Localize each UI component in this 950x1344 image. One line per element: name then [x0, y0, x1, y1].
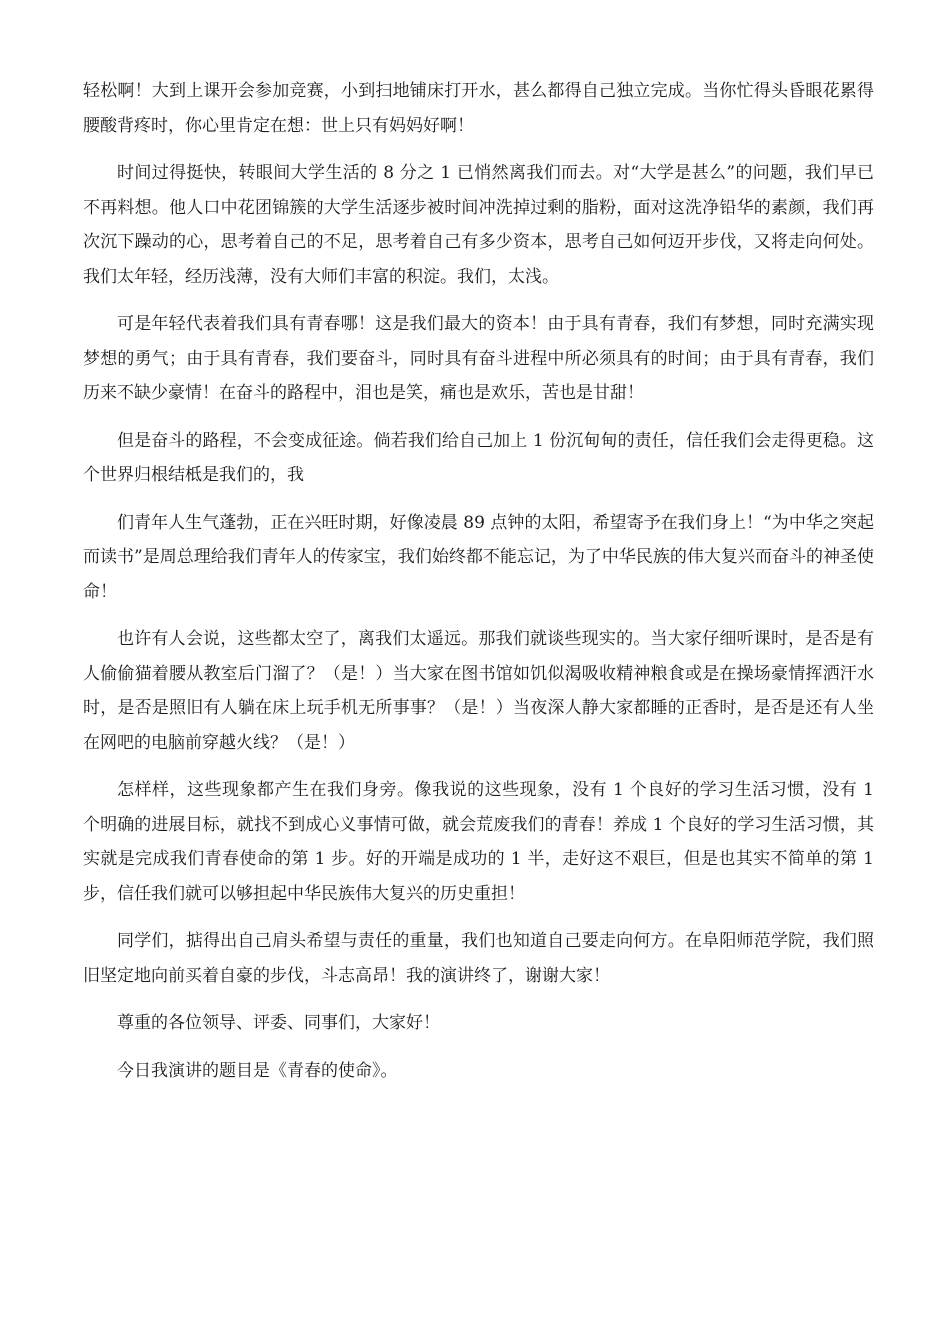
paragraph-3: 可是年轻代表着我们具有青春哪！这是我们最大的资本！由于具有青春，我们有梦想，同时充满实现梦想的勇气；由于具有青春，我们要奋斗，同时具有奋斗进程中所必须具有的时间；由于具有青春，我们历来不缺少豪情！在奋斗的路程中，泪也是笑，痛也是欢乐，苦也是甘甜！ [83, 314, 874, 403]
paragraph-10: 今日我演讲的题目是《青春的使命》。 [117, 1060, 398, 1081]
paragraph-5: 们青年人生气蓬勃，正在兴旺时期，好像凌晨 89 点钟的太阳，希望寄予在我们身上！“为中华之突起而读书”是周总理给我们青年人的传家宝，我们始终都不能忘记，为了中华民族的伟大复兴而奋斗的神圣使命！ [83, 512, 874, 602]
paragraph-1: 轻松啊！大到上课开会参加竞赛，小到扫地铺床打开水，甚么都得自己独立完成。当你忙得头昏眼花累得腰酸背疼时，你心里肯定在想：世上只有妈妈好啊！ [83, 81, 874, 136]
paragraph-9: 尊重的各位领导、评委、同事们，大家好！ [117, 1013, 440, 1033]
paragraph-7: 怎样样，这些现象都产生在我们身旁。像我说的这些现象，没有 1 个良好的学习生活习惯，没有 1 个明确的进展目标，就找不到成心义事情可做，就会荒废我们的青春！养成 1 个良好的学习生活习惯，其实就是完成我们青春使命的第 1 步。好的开端是成功的 1 半，走好这不艰巨，但是也其实不简单的第 1 步，信任我们就可以够担起中华民族伟大复兴的历史重担！ [83, 780, 874, 904]
paragraph-8: 同学们，掂得出自己肩头希望与责任的重量，我们也知道自己要走向何方。在阜阳师范学院，我们照旧坚定地向前买着自豪的步伐，斗志高昂！我的演讲终了，谢谢大家！ [83, 931, 874, 986]
paragraph-4: 但是奋斗的路程，不会变成征途。倘若我们给自己加上 1 份沉甸甸的责任，信任我们会走得更稳。这个世界归根结柢是我们的，我 [83, 430, 874, 485]
paragraph-2: 时间过得挺快，转眼间大学生活的 8 分之 1 已悄然离我们而去。对“大学是甚么”的问题，我们早已不再料想。他人口中花团锦簇的大学生活逐步被时间冲洗掉过剩的脂粉，面对这洗净铅华的素颜，我们再次沉下躁动的心，思考着自己的不足，思考着自己有多少资本，思考自己如何迈开步伐，又将走向何处。我们太年轻，经历浅薄，没有大师们丰富的积淀。我们，太浅。 [83, 163, 874, 287]
paragraph-6: 也许有人会说，这些都太空了，离我们太遥远。那我们就谈些现实的。当大家仔细听课时，是否是有人偷偷猫着腰从教室后门溜了？（是！）当大家在图书馆如饥似渴吸收精神粮食或是在操场豪情挥洒汗水时，是否是照旧有人躺在床上玩手机无所事事？（是！）当夜深人静大家都睡的正香时，是否是还有人坐在网吧的电脑前穿越火线？（是！） [83, 629, 874, 753]
